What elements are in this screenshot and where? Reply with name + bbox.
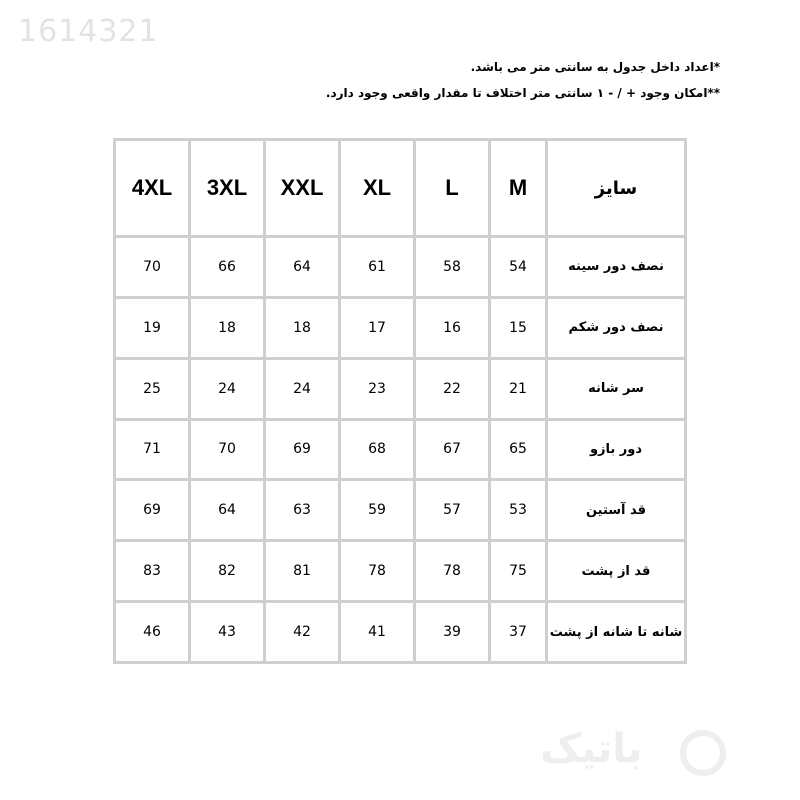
watermark-text: باتیک	[540, 726, 643, 772]
table-row	[116, 299, 684, 357]
table-cell: 82	[191, 542, 263, 600]
table-cell: 57	[416, 481, 488, 539]
table-cell: 64	[266, 238, 338, 296]
table-cell: 37	[491, 603, 545, 661]
size-l: L	[416, 141, 488, 235]
table-row	[116, 238, 684, 296]
row-label: قد از پشت	[548, 542, 684, 600]
table-cell: 21	[491, 360, 545, 418]
row-label: سر شانه	[548, 360, 684, 418]
table-cell: 39	[416, 603, 488, 661]
size-m: M	[491, 141, 545, 235]
table-cell: 17	[341, 299, 413, 357]
table-cell: 16	[416, 299, 488, 357]
row-label: نصف دور شکم	[548, 299, 684, 357]
table-cell: 83	[116, 542, 188, 600]
note-tolerance: **امکان وجود + / - ۱ سانتی متر اختلاف تا مقدار واقعی وجود دارد.	[325, 86, 720, 100]
table-row	[116, 542, 684, 600]
product-id: 1614321	[18, 14, 159, 49]
watermark-circle-icon	[680, 730, 726, 776]
table-cell: 61	[341, 238, 413, 296]
table-cell: 23	[341, 360, 413, 418]
size-4xl: 4XL	[116, 141, 188, 235]
table-cell: 46	[116, 603, 188, 661]
table-cell: 19	[116, 299, 188, 357]
table-cell: 66	[191, 238, 263, 296]
size-xl: XL	[341, 141, 413, 235]
table-cell: 18	[266, 299, 338, 357]
watermark-logo	[540, 712, 730, 792]
table-row	[116, 421, 684, 479]
table-cell: 70	[191, 421, 263, 479]
table-cell: 78	[416, 542, 488, 600]
table-row	[116, 603, 684, 661]
note-units: *اعداد داخل جدول به سانتی متر می باشد.	[470, 60, 720, 74]
table-cell: 64	[191, 481, 263, 539]
table-cell: 53	[491, 481, 545, 539]
table-cell: 43	[191, 603, 263, 661]
table-cell: 68	[341, 421, 413, 479]
table-cell: 59	[341, 481, 413, 539]
row-label: دور بازو	[548, 421, 684, 479]
row-label: شانه تا شانه از پشت	[548, 603, 684, 661]
row-label: قد آستین	[548, 481, 684, 539]
size-xxl: XXL	[266, 141, 338, 235]
table-cell: 24	[191, 360, 263, 418]
table-cell: 24	[266, 360, 338, 418]
table-cell: 22	[416, 360, 488, 418]
size-label-header: سایز	[548, 141, 684, 235]
table-cell: 70	[116, 238, 188, 296]
table-cell: 18	[191, 299, 263, 357]
table-cell: 41	[341, 603, 413, 661]
table-cell: 58	[416, 238, 488, 296]
table-cell: 42	[266, 603, 338, 661]
table-cell: 71	[116, 421, 188, 479]
table-row	[116, 481, 684, 539]
row-label: نصف دور سینه	[548, 238, 684, 296]
table-cell: 69	[116, 481, 188, 539]
table-cell: 15	[491, 299, 545, 357]
table-cell: 54	[491, 238, 545, 296]
table-row	[116, 360, 684, 418]
table-cell: 78	[341, 542, 413, 600]
size-3xl: 3XL	[191, 141, 263, 235]
size-header-row	[116, 141, 684, 235]
table-cell: 65	[491, 421, 545, 479]
table-cell: 25	[116, 360, 188, 418]
size-table	[113, 138, 687, 664]
table-cell: 69	[266, 421, 338, 479]
table-cell: 67	[416, 421, 488, 479]
table-cell: 81	[266, 542, 338, 600]
table-cell: 63	[266, 481, 338, 539]
table-cell: 75	[491, 542, 545, 600]
